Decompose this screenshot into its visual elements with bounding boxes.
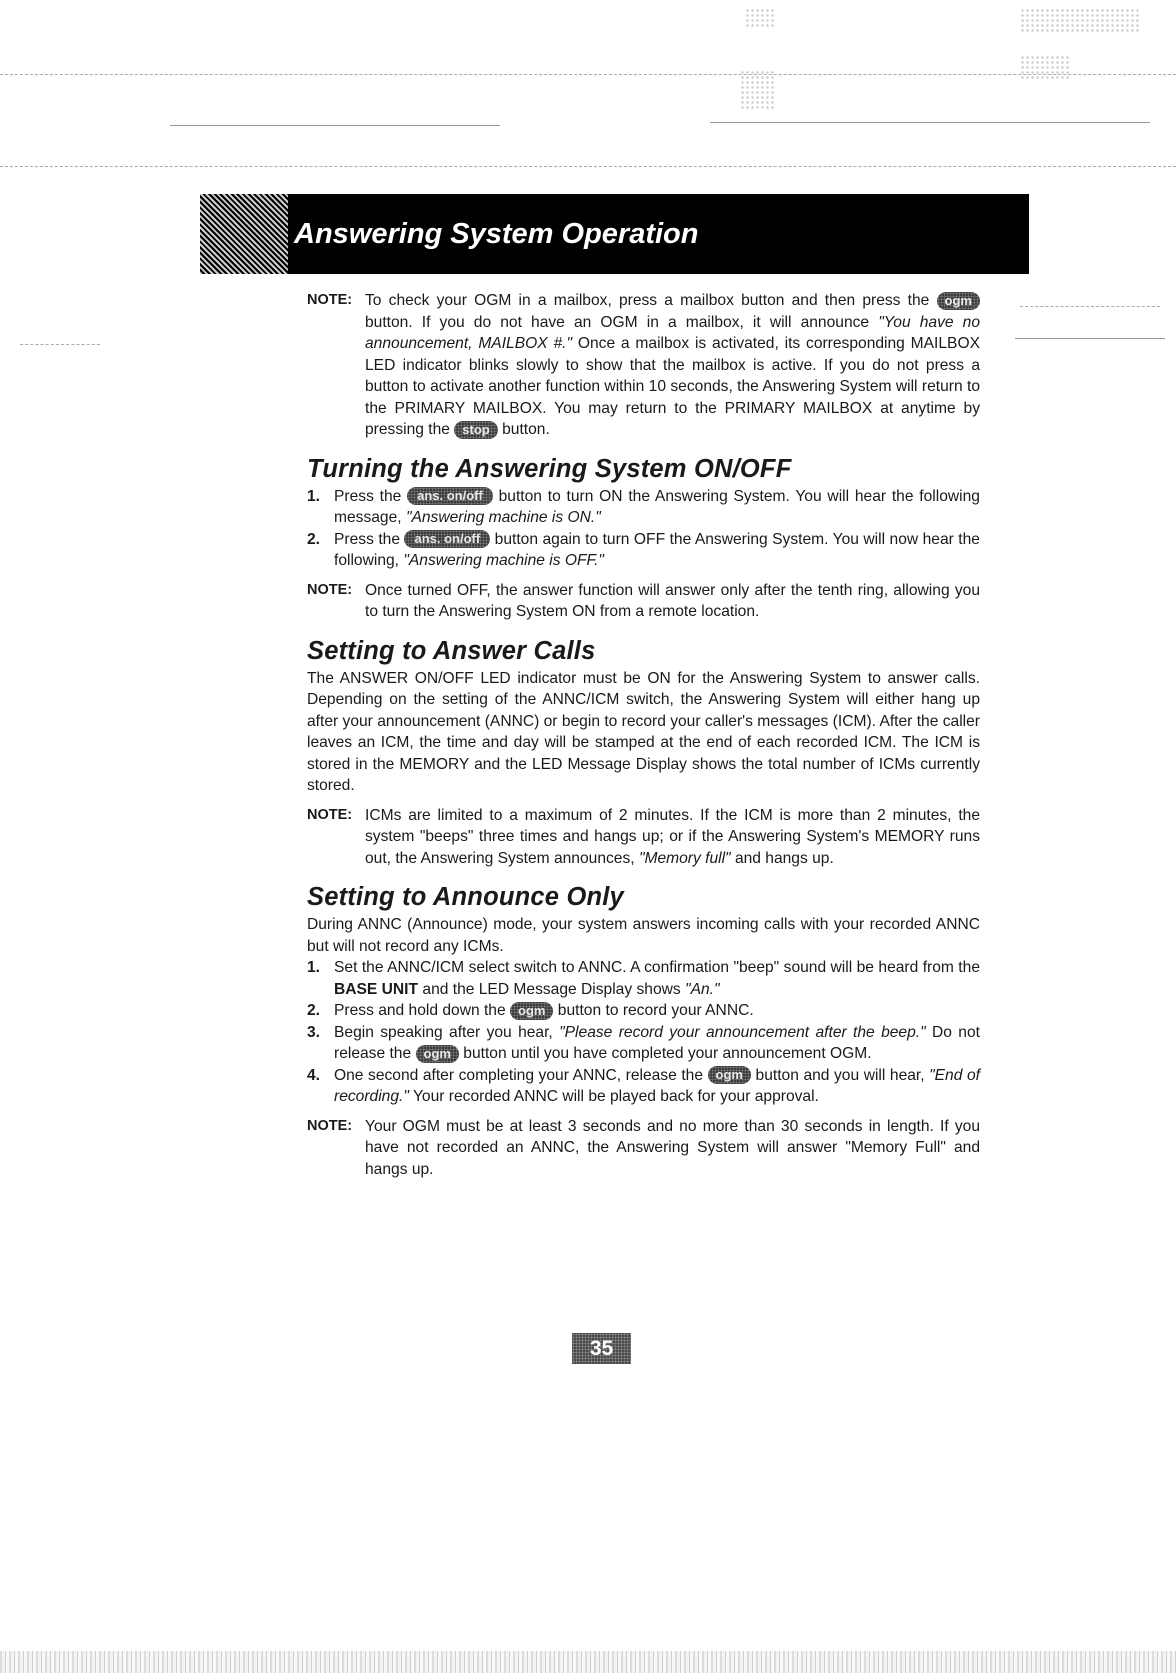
scan-speckle	[1020, 55, 1070, 80]
step-text-part: Press the	[334, 530, 401, 548]
step-number: 2.	[307, 1002, 321, 1019]
step-text-part: button again to turn OFF the Answering System. You will now hear the following,	[334, 530, 980, 569]
scan-line	[170, 125, 500, 126]
ogm-button-icon: ogm	[416, 1045, 459, 1063]
scan-line	[1015, 338, 1165, 339]
step-number: 1.	[307, 959, 321, 976]
note-quote: "Memory full"	[638, 849, 731, 867]
step-number: 3.	[307, 1023, 321, 1041]
page-title: Answering System Operation	[294, 217, 699, 250]
note-text: ICMs are limited to a maximum of 2 minutes. If the ICM is more than 2 minutes, the system "beeps" three times and hangs up; or if the Answering System's MEMORY runs out, the Answering System announces,	[365, 806, 980, 867]
scan-line	[20, 344, 100, 345]
step-text	[334, 1065, 980, 1108]
note-text: Once a mailbox is activated, its corresponding MAILBOX LED indicator blinks slowly to show that the mailbox is active. If you do not press a button to activate another function within 10 seconds, the Answering System will return to the PRIMARY MAILBOX. You may return to the PRIMARY MAILBOX at anytime by pressing the	[365, 335, 980, 438]
note-label: NOTE:	[307, 581, 353, 598]
step-text-part: button to turn ON the Answering System. You will hear the following message,	[334, 487, 980, 526]
step-text-part: Your recorded ANNC will be played back for your approval.	[412, 1088, 819, 1105]
page-content	[307, 290, 980, 1180]
step-number: 2.	[307, 530, 321, 548]
note-icm-limit	[307, 805, 980, 870]
step-item	[307, 486, 980, 529]
step-quote: "An."	[685, 980, 720, 998]
step-text	[334, 1000, 980, 1022]
step-emphasis: BASE UNIT	[334, 980, 419, 998]
section-header-band	[200, 194, 1029, 274]
scan-line	[710, 122, 1150, 123]
scan-speckle	[1020, 8, 1140, 33]
note-body	[365, 805, 980, 870]
step-text-part: button until you have completed your announcement OGM.	[463, 1045, 872, 1062]
step-text-part: Do not release the	[334, 1023, 980, 1062]
note-label: NOTE:	[307, 292, 353, 308]
step-quote: "Please record your announcement after the beep."	[559, 1023, 926, 1041]
ogm-button-icon: ogm	[937, 292, 980, 310]
step-text-part: Set the ANNC/ICM select switch to ANNC. A confirmation "beep" sound will be heard from the	[334, 959, 980, 976]
ans-onoff-button-icon: ans. on/off	[404, 530, 490, 548]
note-body: Once turned OFF, the answer function will answer only after the tenth ring, allowing you to turn the Answering System ON from a remote location.	[365, 581, 980, 620]
step-text	[334, 957, 980, 1000]
step-item	[307, 1000, 980, 1022]
section-title-answer-calls: Setting to Answer Calls	[307, 636, 596, 665]
scan-line	[1020, 306, 1160, 307]
scan-line	[0, 166, 1176, 167]
step-text-part: button and you will hear,	[755, 1066, 925, 1084]
note-label: NOTE:	[307, 1117, 353, 1134]
note-text: button. If you do not have an OGM in a mailbox, it will announce	[365, 313, 870, 331]
step-text-part: Begin speaking after you hear,	[334, 1023, 553, 1041]
steps-turning-on-off	[307, 486, 980, 572]
note-quote: "You have no announcement, MAILBOX #."	[365, 313, 980, 352]
note-body	[365, 290, 980, 441]
scan-line	[0, 74, 1176, 75]
note-turned-off	[307, 580, 980, 623]
step-item	[307, 957, 980, 1000]
step-text	[334, 486, 980, 529]
stop-button-icon: stop	[454, 421, 497, 439]
step-quote: "Answering machine is OFF."	[403, 552, 604, 569]
note-body: Your OGM must be at least 3 seconds and no more than 30 seconds in length. If you have not recorded an ANNC, the Answering System will answer "Memory Full" and hangs up.	[365, 1117, 980, 1178]
step-item	[307, 529, 980, 572]
section-title-turning-on-off: Turning the Answering System ON/OFF	[307, 454, 792, 483]
steps-announce-only	[307, 957, 980, 1108]
step-quote: "Answering machine is ON."	[405, 509, 601, 526]
step-text-part: Press and hold down the	[334, 1002, 506, 1019]
ogm-button-icon: ogm	[510, 1002, 553, 1020]
step-text	[334, 529, 980, 572]
section-title-announce-only: Setting to Announce Only	[307, 883, 624, 911]
section-intro: During ANNC (Announce) mode, your system answers incoming calls with your recorded ANNC but will not record any ICMs.	[307, 916, 980, 955]
step-item	[307, 1065, 980, 1108]
step-quote: "End of recording."	[334, 1066, 980, 1105]
step-number: 1.	[307, 487, 321, 505]
step-item	[307, 1022, 980, 1065]
step-text-part: button to record your ANNC.	[557, 1002, 754, 1019]
header-texture-graphic	[200, 194, 288, 274]
step-text-part: One second after completing your ANNC, release the	[334, 1066, 703, 1084]
step-text	[334, 1022, 980, 1065]
scan-speckle	[740, 70, 775, 110]
note-text: To check your OGM in a mailbox, press a mailbox button and then press the	[365, 292, 930, 309]
ogm-button-icon: ogm	[708, 1066, 751, 1084]
ans-onoff-button-icon: ans. on/off	[407, 487, 493, 505]
scan-noise-strip	[0, 1651, 1176, 1673]
page-number: 35	[572, 1333, 631, 1364]
note-label: NOTE:	[307, 806, 353, 823]
scan-speckle	[745, 8, 775, 28]
note-text: button.	[502, 421, 550, 438]
step-number: 4.	[307, 1066, 321, 1084]
step-text-part: Press the	[334, 487, 402, 505]
note-ogm-mailbox	[307, 290, 980, 441]
step-text-part: and the LED Message Display shows	[422, 980, 681, 998]
note-ogm-length	[307, 1116, 980, 1181]
section-body: The ANSWER ON/OFF LED indicator must be ON for the Answering System to answer calls. Depending on the setting of the ANNC/ICM switch, the Answering System will either hang up after your announcement (ANNC) or begin to record your caller's messages (ICM). After the caller leaves an ICM, the time and day will be stamped at the end of each recorded ICM. The ICM is stored in the MEMORY and the LED Message Display shows the total number of ICMs currently stored.	[307, 669, 980, 794]
note-text: and hangs up.	[734, 849, 834, 867]
